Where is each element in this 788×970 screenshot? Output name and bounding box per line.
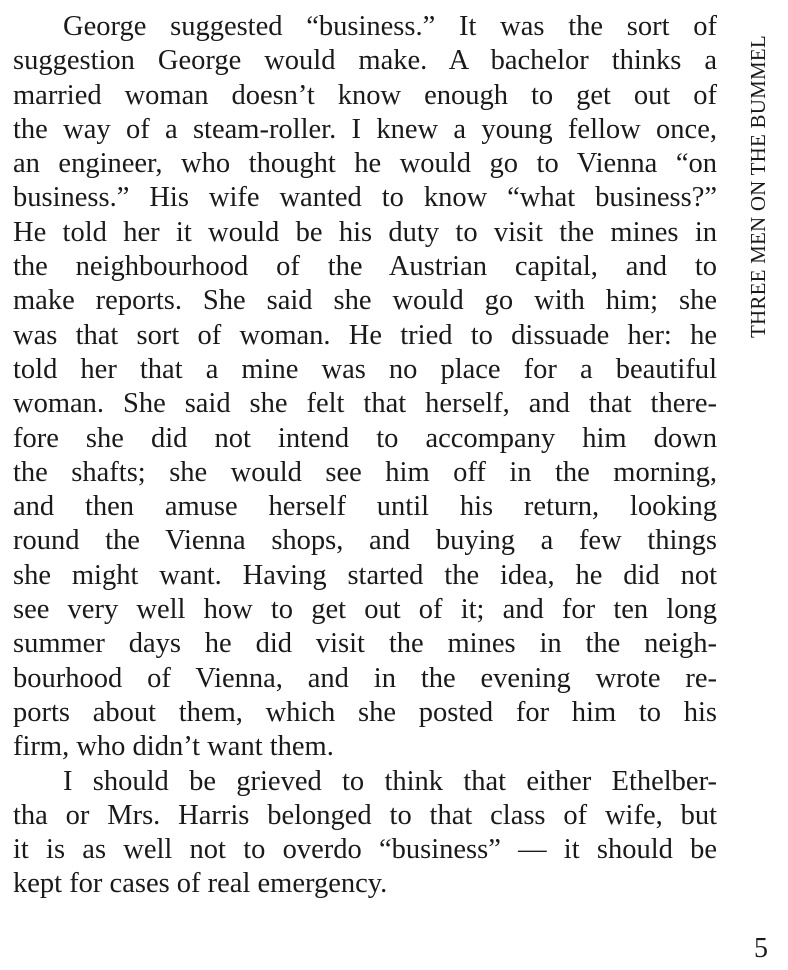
text-line: woman. She said she felt that herself, and that there- (13, 388, 717, 420)
text-line: fore she did not intend to accompany him down (13, 422, 717, 454)
paragraph-1 (13, 10, 717, 765)
text-line: summer days he did visit the mines in the neigh- (13, 628, 717, 660)
text-line: was that sort of woman. He tried to dissuade her: he (13, 319, 717, 351)
text-line: and then amuse herself until his return, looking (13, 491, 717, 523)
text-line: told her that a mine was no place for a beautiful (13, 353, 717, 385)
paragraph-2 (13, 765, 717, 902)
text-line: the neighbourhood of the Austrian capital, and to (13, 251, 717, 283)
text-line: it is as well not to overdo “business” — it should be (13, 834, 717, 866)
text-line: I should be grieved to think that either Ethelber- (63, 765, 717, 797)
text-line: firm, who didn’t want them. (13, 731, 334, 763)
running-head: THREE MEN ON THE BUMMEL (746, 35, 770, 338)
text-line: kept for cases of real emergency. (13, 868, 388, 900)
body-text (13, 10, 717, 902)
text-line: see very well how to get out of it; and for ten long (13, 594, 717, 626)
text-line: round the Vienna shops, and buying a few things (13, 525, 717, 557)
text-line: George suggested “business.” It was the sort of (63, 11, 717, 42)
text-line: an engineer, who thought he would go to Vienna “on (13, 148, 717, 180)
text-line: suggestion George would make. A bachelor thinks a (13, 45, 717, 77)
page-number: 5 (754, 933, 768, 964)
text-line: she might want. Having started the idea, he did not (13, 559, 717, 591)
text-line: business.” His wife wanted to know “what business?” (13, 182, 717, 214)
text-line: He told her it would be his duty to visit the mines in (13, 216, 717, 248)
text-line: married woman doesn’t know enough to get out of (13, 79, 717, 111)
text-line: ports about them, which she posted for him to his (13, 696, 717, 728)
text-line: make reports. She said she would go with him; she (13, 285, 717, 317)
text-line: bourhood of Vienna, and in the evening wrote re- (13, 662, 717, 694)
text-line: the shafts; she would see him off in the morning, (13, 456, 717, 488)
text-line: the way of a steam-roller. I knew a young fellow once, (13, 113, 717, 145)
text-line: tha or Mrs. Harris belonged to that class of wife, but (13, 799, 717, 831)
